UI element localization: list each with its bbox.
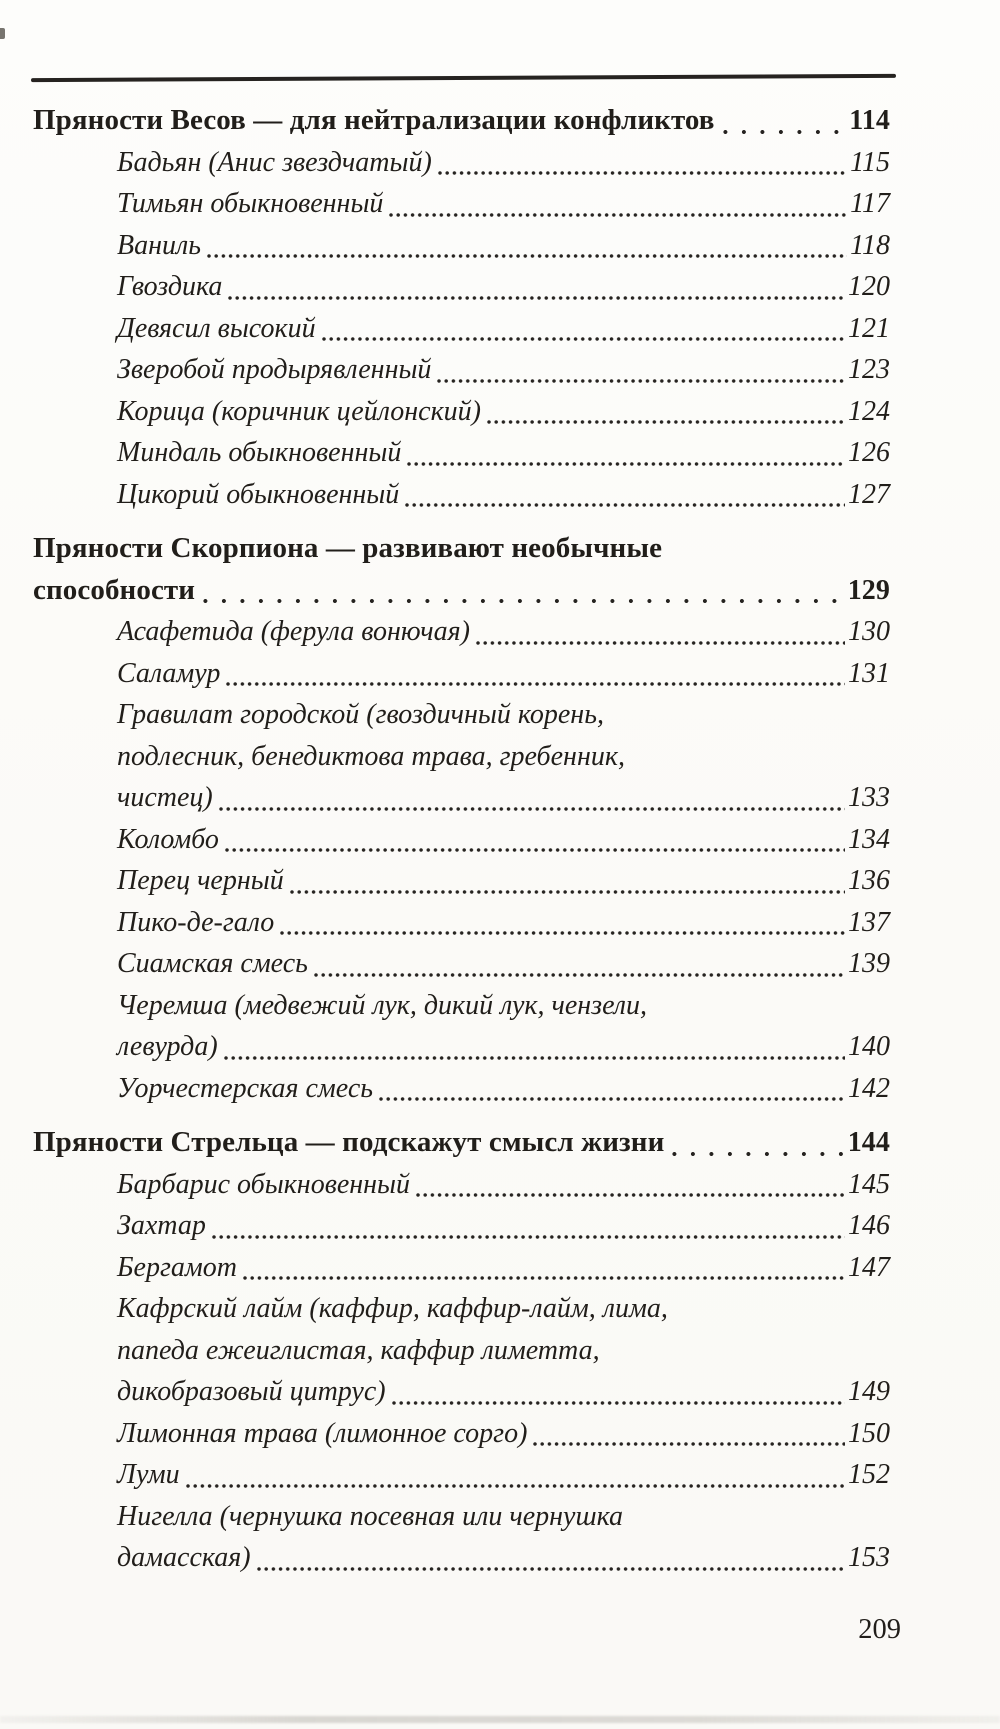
toc-section-heading-label: способности bbox=[33, 573, 196, 606]
toc-entry bbox=[33, 1537, 890, 1579]
table-of-contents bbox=[33, 100, 890, 1579]
toc-entry-label: дикобразовый цитрус) bbox=[117, 1376, 386, 1407]
toc-entry-label: чистец) bbox=[117, 782, 213, 813]
toc-entry bbox=[33, 694, 890, 736]
toc-page-number: 123 bbox=[848, 354, 890, 385]
toc-entry-label: Миндаль обыкновенный bbox=[117, 437, 402, 468]
toc-page-number: 139 bbox=[848, 948, 890, 979]
toc-entry-label: Гравилат городской (гвоздичный корень, bbox=[117, 699, 604, 730]
dot-leader bbox=[407, 461, 845, 467]
toc-section-heading bbox=[33, 570, 890, 612]
toc-entry-label: Бергамот bbox=[117, 1251, 237, 1283]
toc-entry bbox=[33, 1330, 890, 1372]
toc-entry-label: Зверобой продырявленный bbox=[117, 354, 432, 385]
toc-page-number: 117 bbox=[850, 188, 890, 219]
toc-entry-label: Захтар bbox=[117, 1210, 206, 1241]
toc-section bbox=[33, 528, 890, 1109]
dot-leader bbox=[322, 336, 845, 342]
dot-leader bbox=[379, 1096, 845, 1102]
toc-section-heading-label: Пряности Весов — для нейтрализации конфликтов bbox=[33, 104, 715, 136]
dot-leader bbox=[186, 1483, 845, 1489]
toc-entry bbox=[33, 902, 890, 944]
toc-entry bbox=[33, 1413, 890, 1455]
toc-entry bbox=[33, 777, 890, 819]
toc-page-number: 147 bbox=[848, 1251, 890, 1283]
toc-entry bbox=[33, 474, 890, 516]
dot-leader bbox=[723, 129, 846, 135]
toc-entry-label: Девясил высокий bbox=[117, 312, 316, 344]
toc-page-number: 145 bbox=[848, 1168, 890, 1200]
toc-page-number: 114 bbox=[849, 105, 890, 136]
toc-entry-label: Лимонная трава (лимонное сорго) bbox=[117, 1417, 528, 1449]
dot-leader bbox=[207, 253, 847, 259]
toc-page-number: 153 bbox=[848, 1542, 890, 1573]
toc-section-heading-label: Пряности Стрельца — подскажут смысл жизни bbox=[33, 1126, 665, 1158]
toc-page-number: 131 bbox=[848, 657, 890, 689]
toc-entry bbox=[33, 819, 890, 861]
dot-leader bbox=[225, 847, 845, 853]
toc-entry bbox=[33, 183, 890, 225]
toc-page-number: 134 bbox=[848, 823, 890, 855]
toc-page-number: 127 bbox=[848, 478, 890, 510]
toc-section-heading bbox=[33, 528, 890, 570]
dot-leader bbox=[416, 1192, 845, 1198]
toc-page-number: 137 bbox=[848, 906, 890, 938]
toc-entry-label: Уорчестерская смесь bbox=[117, 1072, 374, 1104]
toc-page-number: 140 bbox=[848, 1031, 890, 1062]
toc-page-number: 146 bbox=[848, 1210, 890, 1241]
toc-page-number: 149 bbox=[848, 1376, 890, 1407]
toc-entry-label: Пико-де-гало bbox=[117, 906, 275, 938]
toc-entry-label: Перец черный bbox=[117, 865, 284, 896]
toc-page-number: 142 bbox=[848, 1072, 890, 1104]
dot-leader bbox=[405, 502, 845, 508]
toc-entry bbox=[33, 943, 890, 985]
dot-leader bbox=[392, 1400, 845, 1406]
dot-leader bbox=[437, 378, 845, 384]
toc-entry bbox=[33, 1247, 890, 1289]
toc-page-number: 136 bbox=[848, 865, 890, 896]
dot-leader bbox=[224, 1055, 845, 1061]
toc-entry-label: Саламур bbox=[117, 657, 221, 689]
toc-entry-label: Луми bbox=[117, 1459, 180, 1490]
toc-page-number: 118 bbox=[850, 229, 890, 261]
dot-leader bbox=[257, 1566, 845, 1572]
toc-entry bbox=[33, 1371, 890, 1413]
toc-page-number: 121 bbox=[848, 312, 890, 344]
dot-leader bbox=[226, 681, 845, 687]
scan-shadow-bottom bbox=[0, 1716, 1000, 1723]
toc-entry bbox=[33, 1288, 890, 1330]
dot-leader bbox=[212, 1234, 845, 1240]
toc-entry bbox=[33, 1496, 890, 1538]
toc-page-number: 120 bbox=[848, 271, 890, 302]
toc-entry-label: левурда) bbox=[117, 1031, 218, 1062]
dot-leader bbox=[290, 889, 845, 895]
toc-page-number: 126 bbox=[848, 437, 890, 468]
toc-entry bbox=[33, 985, 890, 1027]
toc-entry-label: папеда ежеиглистая, каффир лиметта, bbox=[117, 1334, 600, 1366]
toc-page-number: 133 bbox=[848, 782, 890, 813]
toc-section-heading bbox=[33, 1122, 890, 1164]
toc-entry bbox=[33, 142, 890, 184]
toc-entry-label: Асафетида (ферула вонючая) bbox=[117, 616, 470, 647]
toc-section-heading-label: Пряности Скорпиона — развивают необычные bbox=[33, 532, 663, 564]
toc-entry bbox=[33, 349, 890, 391]
toc-entry bbox=[33, 653, 890, 695]
toc-page-number: 115 bbox=[850, 146, 890, 178]
toc-section-heading bbox=[33, 100, 890, 142]
toc-entry-label: Корица (коричник цейлонский) bbox=[117, 395, 481, 427]
dot-leader bbox=[487, 419, 845, 425]
toc-page-number: 124 bbox=[848, 395, 890, 427]
dot-leader bbox=[438, 170, 847, 176]
dot-leader bbox=[243, 1275, 845, 1281]
toc-entry bbox=[33, 391, 890, 433]
toc-entry bbox=[33, 736, 890, 778]
toc-page-number: 150 bbox=[848, 1417, 890, 1449]
dot-leader bbox=[228, 295, 845, 301]
toc-entry bbox=[33, 225, 890, 267]
toc-entry bbox=[33, 1026, 890, 1068]
toc-entry-label: Коломбо bbox=[117, 823, 219, 855]
toc-page-number: 152 bbox=[848, 1459, 890, 1490]
scan-edge-artifact bbox=[0, 28, 5, 39]
toc-page-number: 129 bbox=[847, 574, 890, 606]
toc-page-number: 144 bbox=[847, 1127, 890, 1158]
toc-entry bbox=[33, 1164, 890, 1206]
toc-entry bbox=[33, 432, 890, 474]
dot-leader bbox=[314, 972, 845, 978]
dot-leader bbox=[280, 930, 845, 936]
toc-entry-label: Сиамская смесь bbox=[117, 948, 308, 979]
toc-entry-label: Тимьян обыкновенный bbox=[117, 188, 384, 219]
toc-section bbox=[33, 1122, 890, 1579]
chapter-rule bbox=[31, 74, 896, 82]
toc-entry bbox=[33, 860, 890, 902]
toc-entry bbox=[33, 1205, 890, 1247]
toc-page-number: 130 bbox=[848, 616, 890, 647]
dot-leader bbox=[672, 1151, 843, 1157]
toc-section bbox=[33, 100, 890, 515]
toc-entry-label: Барбарис обыкновенный bbox=[117, 1168, 411, 1200]
toc-entry-label: Бадьян (Анис звездчатый) bbox=[117, 146, 432, 178]
toc-entry bbox=[33, 1454, 890, 1496]
toc-entry-label: подлесник, бенедиктова трава, гребенник, bbox=[117, 740, 625, 772]
toc-entry-label: дамасская) bbox=[117, 1542, 251, 1573]
toc-entry bbox=[33, 611, 890, 653]
toc-entry bbox=[33, 308, 890, 350]
toc-entry-label: Гвоздика bbox=[117, 271, 223, 302]
toc-entry-label: Цикорий обыкновенный bbox=[117, 478, 400, 510]
dot-leader bbox=[533, 1441, 845, 1447]
dot-leader bbox=[389, 212, 847, 218]
page-number: 209 bbox=[858, 1614, 901, 1645]
toc-entry bbox=[33, 1068, 890, 1110]
toc-entry-label: Ваниль bbox=[117, 229, 201, 261]
toc-entry-label: Кафрский лайм (каффир, каффир-лайм, лима, bbox=[117, 1293, 668, 1324]
toc-entry-label: Нигелла (чернушка посевная или чернушка bbox=[117, 1500, 623, 1532]
dot-leader bbox=[203, 598, 844, 604]
dot-leader bbox=[219, 806, 845, 812]
dot-leader bbox=[476, 640, 845, 646]
toc-entry-label: Черемша (медвежий лук, дикий лук, чензели, bbox=[117, 989, 648, 1021]
toc-entry bbox=[33, 266, 890, 308]
